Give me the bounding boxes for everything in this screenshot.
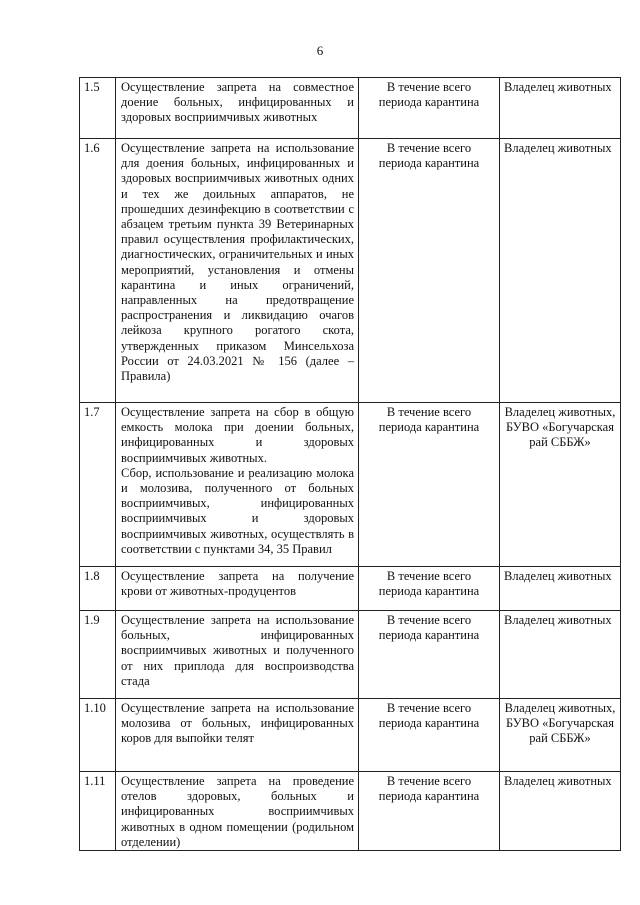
measure-term: В течение всего периода карантина (359, 403, 500, 567)
row-number: 1.10 (80, 699, 116, 772)
table-row (80, 699, 621, 772)
measure-term: В течение всего периода карантина (359, 611, 500, 699)
table-row (80, 403, 621, 567)
measure-term: В течение всего периода карантина (359, 78, 500, 139)
measure-responsible: Владелец животных (500, 139, 621, 403)
row-number: 1.8 (80, 567, 116, 611)
measure-responsible: Владелец животных (500, 611, 621, 699)
measure-description: Осуществление запрета на сбор в общую емкость молока при доении больных, инфицированных и здоровых восприимчивых животных. Сбор, использование и реализацию молока и молозива, полученного от больных восприимчивых, инфицированных восприимчивых и здоровых восприимчивых животных, осуществлять в соответствии с пунктами 34, 35 Правил (116, 403, 359, 567)
table-row (80, 139, 621, 403)
measures-table (79, 77, 621, 851)
table-row (80, 78, 621, 139)
measure-term: В течение всего периода карантина (359, 139, 500, 403)
measure-description: Осуществление запрета на использование молозива от больных, инфицированных коров для выпойки телят (116, 699, 359, 772)
measure-term: В течение всего периода карантина (359, 567, 500, 611)
page-number: 6 (316, 43, 324, 58)
measure-term: В течение всего периода карантина (359, 699, 500, 772)
table-row (80, 611, 621, 699)
table-row (80, 567, 621, 611)
measure-responsible: Владелец животных (500, 567, 621, 611)
table-row (80, 772, 621, 851)
measure-description: Осуществление запрета на использование больных, инфицированных восприимчивых животных и полученного от них приплода для воспроизводства стада (116, 611, 359, 699)
measure-responsible: Владелец животных (500, 772, 621, 851)
measure-description: Осуществление запрета на совместное доение больных, инфицированных и здоровых восприимчивых животных (116, 78, 359, 139)
measure-description: Осуществление запрета на получение крови от животных-продуцентов (116, 567, 359, 611)
measure-term: В течение всего периода карантина (359, 772, 500, 851)
row-number: 1.5 (80, 78, 116, 139)
measure-responsible: Владелец животных (500, 78, 621, 139)
measure-description: Осуществление запрета на использование для доения больных, инфицированных и здоровых восприимчивых животных одних и тех же доильных аппаратов, не прошедших дезинфекцию в соответствии с абзацем третьим пункта 39 Ветеринарных правил осуществления профилактических, диагностических, ограничительных и иных мероприятий, установления и отмены карантина и иных ограничений, направленных на предотвращение распространения и ликвидацию очагов лейкоза крупного рогатого скота, утвержденных приказом Минсельхоза России от 24.03.2021 № 156 (далее – Правила) (116, 139, 359, 403)
row-number: 1.9 (80, 611, 116, 699)
row-number: 1.6 (80, 139, 116, 403)
row-number: 1.11 (80, 772, 116, 851)
measure-responsible: Владелец животных, БУВО «Богучарская рай СББЖ» (500, 403, 621, 567)
measure-responsible: Владелец животных, БУВО «Богучарская рай СББЖ» (500, 699, 621, 772)
measure-description: Осуществление запрета на проведение отелов здоровых, больных и инфицированных восприимчивых животных в одном помещении (родильном отделении) (116, 772, 359, 851)
row-number: 1.7 (80, 403, 116, 567)
